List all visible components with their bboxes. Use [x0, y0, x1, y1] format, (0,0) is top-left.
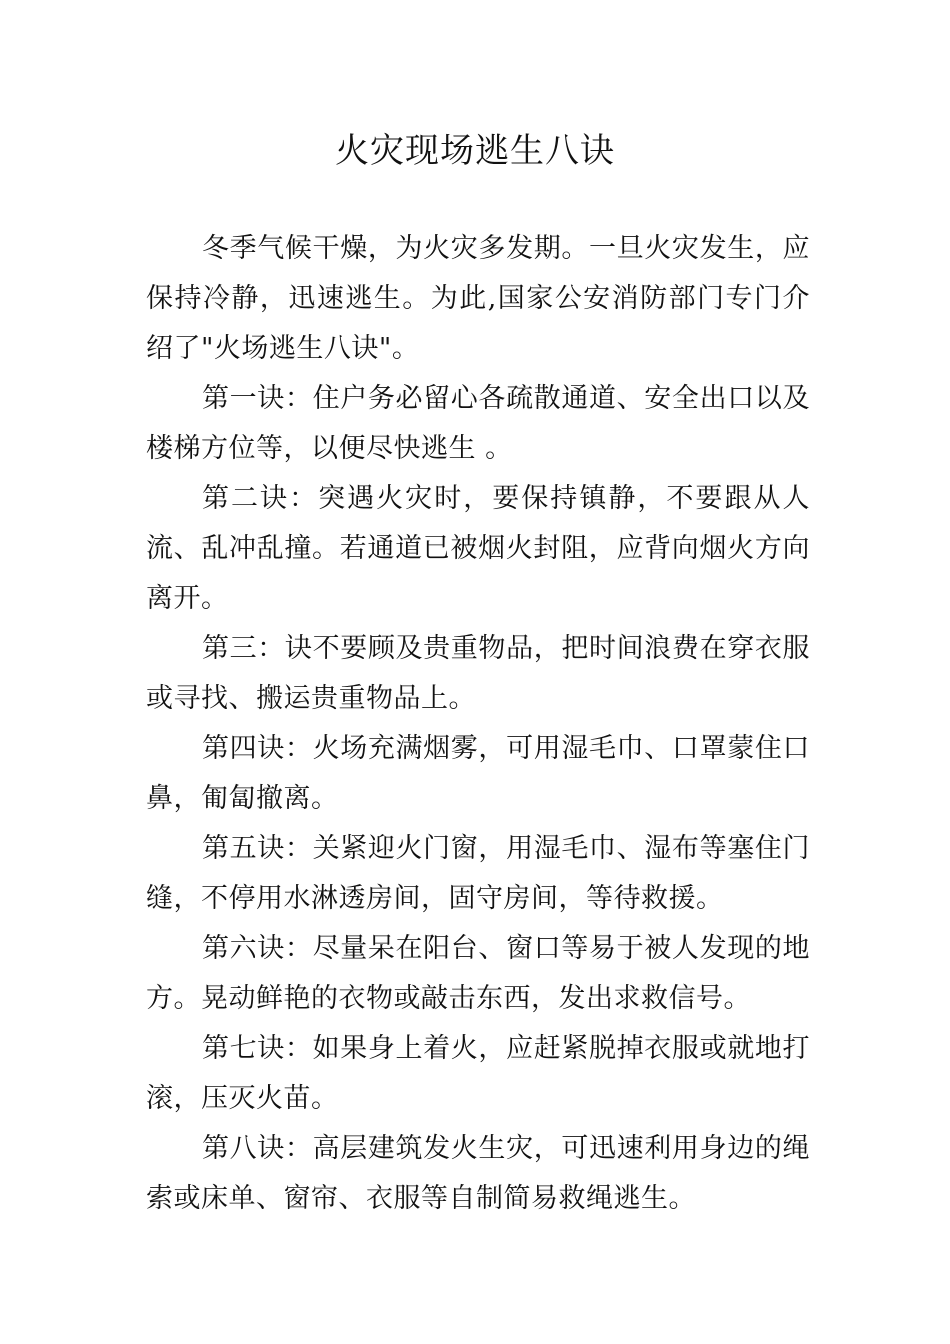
paragraph-tip-7: 第七诀：如果身上着火，应赶紧脱掉衣服或就地打滚，压灭火苗。	[146, 1033, 810, 1114]
document-title: 火灾现场逃生八诀	[335, 131, 615, 171]
paragraph-tip-1: 第一诀：住户务必留心各疏散通道、安全出口以及楼梯方位等，以便尽快逃生 。	[146, 383, 810, 464]
paragraph-intro: 冬季气候干燥，为火灾多发期。一旦火灾发生，应保持冷静，迅速逃生。为此,国家公安消防部门专门介绍了"火场逃生八诀"。	[146, 233, 810, 364]
document-body	[146, 224, 810, 1224]
paragraph-tip-4: 第四诀：火场充满烟雾，可用湿毛巾、口罩蒙住口鼻，匍匐撤离。	[146, 733, 810, 814]
paragraph-tip-2: 第二诀：突遇火灾时，要保持镇静，不要跟从人流、乱冲乱撞。若通道已被烟火封阻，应背向烟火方向离开。	[146, 483, 810, 614]
paragraph-tip-8: 第八诀：高层建筑发火生灾，可迅速利用身边的绳索或床单、窗帘、衣服等自制简易救绳逃生。	[146, 1133, 810, 1214]
paragraph-tip-5: 第五诀：关紧迎火门窗，用湿毛巾、湿布等塞住门缝，不停用水淋透房间，固守房间，等待救援。	[146, 833, 810, 914]
paragraph-tip-6: 第六诀：尽量呆在阳台、窗口等易于被人发现的地方。晃动鲜艳的衣物或敲击东西，发出求救信号。	[146, 933, 810, 1014]
paragraph-tip-3: 第三：诀不要顾及贵重物品，把时间浪费在穿衣服或寻找、搬运贵重物品上。	[146, 633, 810, 714]
